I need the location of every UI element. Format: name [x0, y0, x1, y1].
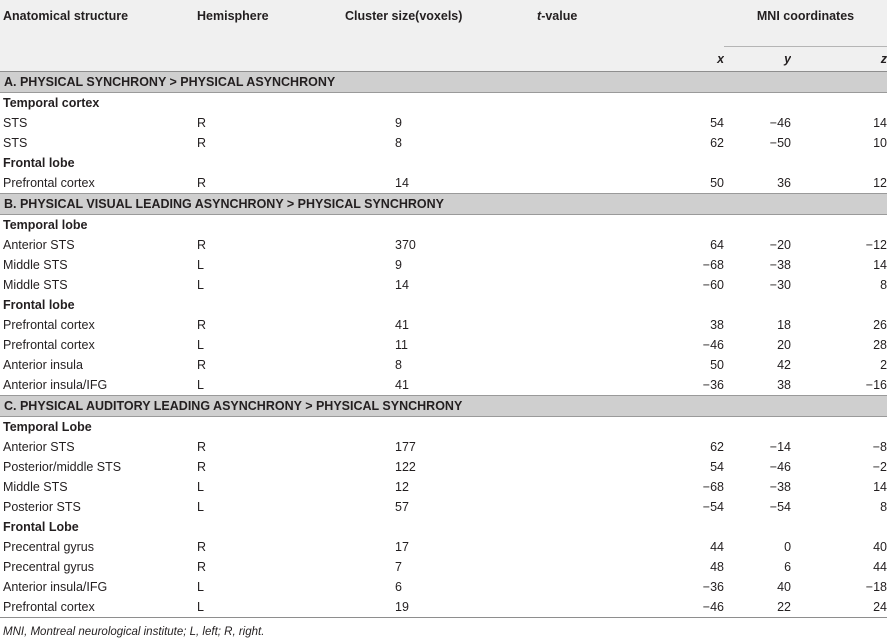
- group-header: [0, 517, 887, 537]
- table-row: [0, 437, 887, 457]
- header-cluster: Cluster size(voxels): [345, 0, 537, 47]
- cell-cluster-size: 14: [395, 278, 409, 292]
- cell-hemisphere: L: [197, 378, 204, 392]
- cell-cluster-size: 9: [395, 116, 402, 130]
- cell-z: 14: [873, 258, 887, 272]
- cell-x: 44: [710, 540, 725, 554]
- cell-z: 24: [791, 597, 887, 618]
- cell-structure: Posterior/middle STS: [3, 460, 122, 474]
- cell-y: 40: [777, 580, 792, 594]
- cell-z: −8: [872, 440, 887, 454]
- cell-structure: Anterior STS: [3, 440, 75, 454]
- table-row: [0, 133, 887, 153]
- table-row: [0, 355, 887, 375]
- cell-x: 50: [710, 358, 725, 372]
- cell-y: 6: [784, 560, 792, 574]
- cell-x: 54: [710, 116, 725, 130]
- footnote: MNI, Montreal neurological institute; L, left; R, right.: [3, 626, 265, 638]
- cell-structure: Prefrontal cortex: [0, 597, 197, 618]
- cell-hemisphere: L: [197, 580, 204, 594]
- header-y: y: [724, 47, 791, 72]
- table-row: [0, 577, 887, 597]
- cell-y: −14: [769, 440, 792, 454]
- cell-y: 42: [777, 358, 792, 372]
- cell-hemisphere: R: [197, 116, 207, 130]
- cell-y: −30: [769, 278, 792, 292]
- group-title: Temporal cortex: [3, 96, 100, 110]
- cell-x: 48: [710, 560, 725, 574]
- header-t-italic: t: [537, 9, 542, 23]
- group-title: Frontal lobe: [3, 156, 75, 170]
- group-header: [0, 153, 887, 173]
- table-row: [0, 335, 887, 355]
- table-row: [0, 275, 887, 295]
- cell-cluster-size: 57: [395, 500, 409, 514]
- group-title: Temporal lobe: [3, 218, 88, 232]
- header-mni: MNI coordinates: [724, 0, 887, 47]
- cell-x: 50: [710, 176, 725, 190]
- cell-x: 64: [710, 238, 725, 252]
- table-row: [0, 315, 887, 335]
- cell-hemisphere: L: [197, 338, 204, 352]
- cell-y: −38: [769, 258, 792, 272]
- cell-hemisphere: R: [197, 540, 207, 554]
- cell-y: 38: [777, 378, 792, 392]
- table-row: [0, 235, 887, 255]
- cell-x: −68: [702, 258, 725, 272]
- cell-structure: Posterior STS: [3, 500, 81, 514]
- cell-structure: STS: [3, 136, 28, 150]
- cell-y: 0: [784, 540, 792, 554]
- table-row: [0, 557, 887, 577]
- cell-cluster-size: 19: [345, 597, 537, 618]
- cell-cluster-size: 17: [395, 540, 409, 554]
- cell-structure: Anterior STS: [3, 238, 75, 252]
- cell-hemisphere: L: [197, 480, 204, 494]
- cell-z: 10: [873, 136, 887, 150]
- cell-x: −68: [702, 480, 725, 494]
- cell-x: −46: [702, 338, 725, 352]
- cell-z: 26: [873, 318, 887, 332]
- cell-cluster-size: 9: [395, 258, 402, 272]
- cell-structure: Middle STS: [3, 278, 68, 292]
- cell-cluster-size: 122: [395, 460, 416, 474]
- header-structure: Anatomical structure: [0, 0, 197, 47]
- cell-hemisphere: R: [197, 460, 207, 474]
- cell-y: 36: [777, 176, 792, 190]
- cell-x: −46: [537, 597, 724, 618]
- cell-y: 18: [777, 318, 792, 332]
- cell-hemisphere: R: [197, 440, 207, 454]
- cell-z: 8: [880, 500, 887, 514]
- cell-x: 54: [710, 460, 725, 474]
- cell-z: 2: [880, 358, 887, 372]
- section-title: C. PHYSICAL AUDITORY LEADING ASYNCHRONY > PHYSICAL SYNCHRONY: [0, 396, 887, 417]
- cell-hemisphere: R: [197, 176, 207, 190]
- section-title: B. PHYSICAL VISUAL LEADING ASYNCHRONY > PHYSICAL SYNCHRONY: [0, 194, 887, 215]
- cell-structure: Anterior insula/IFG: [3, 378, 108, 392]
- table-body: [0, 72, 887, 618]
- cell-cluster-size: 6: [395, 580, 402, 594]
- cell-hemisphere: L: [197, 278, 204, 292]
- group-header: [0, 295, 887, 315]
- header-hemisphere: Hemisphere: [197, 0, 345, 47]
- table-row: [0, 173, 887, 194]
- cell-cluster-size: 14: [395, 176, 409, 190]
- section-header: [0, 72, 887, 93]
- table-row: [0, 497, 887, 517]
- cell-hemisphere: R: [197, 238, 207, 252]
- cell-hemisphere: L: [197, 597, 345, 618]
- cell-y: −38: [769, 480, 792, 494]
- group-title: Frontal Lobe: [3, 520, 79, 534]
- cell-x: −36: [702, 580, 725, 594]
- cell-structure: Anterior insula: [3, 358, 83, 372]
- cell-y: −50: [769, 136, 792, 150]
- section-header: [0, 396, 887, 417]
- table-header: [0, 0, 887, 72]
- group-title: Frontal lobe: [3, 298, 75, 312]
- cell-z: 14: [873, 116, 887, 130]
- cell-y: 22: [724, 597, 791, 618]
- cell-y: −20: [769, 238, 792, 252]
- table-row: [0, 113, 887, 133]
- table-row: [0, 597, 887, 618]
- cell-z: −16: [865, 378, 887, 392]
- cell-structure: Middle STS: [3, 258, 68, 272]
- cell-cluster-size: 12: [395, 480, 409, 494]
- cell-structure: Prefrontal cortex: [3, 338, 95, 352]
- cell-x: −60: [702, 278, 725, 292]
- cell-x: −36: [702, 378, 725, 392]
- cell-cluster-size: 41: [395, 378, 409, 392]
- cell-structure: Prefrontal cortex: [3, 318, 95, 332]
- group-header: [0, 417, 887, 438]
- cell-hemisphere: R: [197, 560, 207, 574]
- cell-cluster-size: 41: [395, 318, 409, 332]
- cell-z: 14: [873, 480, 887, 494]
- cell-y: −54: [769, 500, 792, 514]
- table-row: [0, 255, 887, 275]
- cell-cluster-size: 370: [395, 238, 416, 252]
- header-x: x: [537, 47, 724, 72]
- section-header: [0, 194, 887, 215]
- cell-structure: Precentral gyrus: [3, 560, 95, 574]
- cell-structure: Precentral gyrus: [3, 540, 95, 554]
- cell-x: 62: [710, 136, 725, 150]
- section-title: A. PHYSICAL SYNCHRONY > PHYSICAL ASYNCHRONY: [0, 72, 887, 93]
- cell-y: −46: [769, 116, 792, 130]
- cell-cluster-size: 11: [395, 338, 408, 352]
- cell-hemisphere: R: [197, 318, 207, 332]
- cell-z: 44: [873, 560, 887, 574]
- cell-z: −18: [865, 580, 887, 594]
- cell-hemisphere: L: [197, 500, 204, 514]
- cell-z: 28: [873, 338, 887, 352]
- cell-z: −2: [872, 460, 887, 474]
- cell-hemisphere: R: [197, 358, 207, 372]
- cell-x: 38: [710, 318, 725, 332]
- cell-cluster-size: 177: [395, 440, 416, 454]
- table-row: [0, 375, 887, 396]
- cell-z: 40: [873, 540, 887, 554]
- cell-structure: STS: [3, 116, 28, 130]
- cell-y: 20: [777, 338, 792, 352]
- cell-z: −12: [865, 238, 887, 252]
- cell-structure: Anterior insula/IFG: [3, 580, 108, 594]
- cell-hemisphere: L: [197, 258, 204, 272]
- cell-hemisphere: R: [197, 136, 207, 150]
- cell-z: 12: [873, 176, 887, 190]
- cell-cluster-size: 8: [395, 358, 402, 372]
- table-row: [0, 457, 887, 477]
- table-row: [0, 477, 887, 497]
- cell-cluster-size: 7: [395, 560, 402, 574]
- cell-x: 62: [710, 440, 725, 454]
- cell-z: 8: [880, 278, 887, 292]
- header-z: z: [791, 47, 887, 72]
- header-t-value: [537, 0, 724, 47]
- header-t-rest: -value: [541, 9, 578, 23]
- table-row: [0, 537, 887, 557]
- group-header: [0, 93, 887, 114]
- cell-structure: Prefrontal cortex: [3, 176, 95, 190]
- cell-structure: Middle STS: [3, 480, 68, 494]
- group-title: Temporal Lobe: [3, 420, 92, 434]
- cell-x: −54: [702, 500, 725, 514]
- cell-y: −46: [769, 460, 792, 474]
- group-header: [0, 215, 887, 236]
- cell-cluster-size: 8: [395, 136, 402, 150]
